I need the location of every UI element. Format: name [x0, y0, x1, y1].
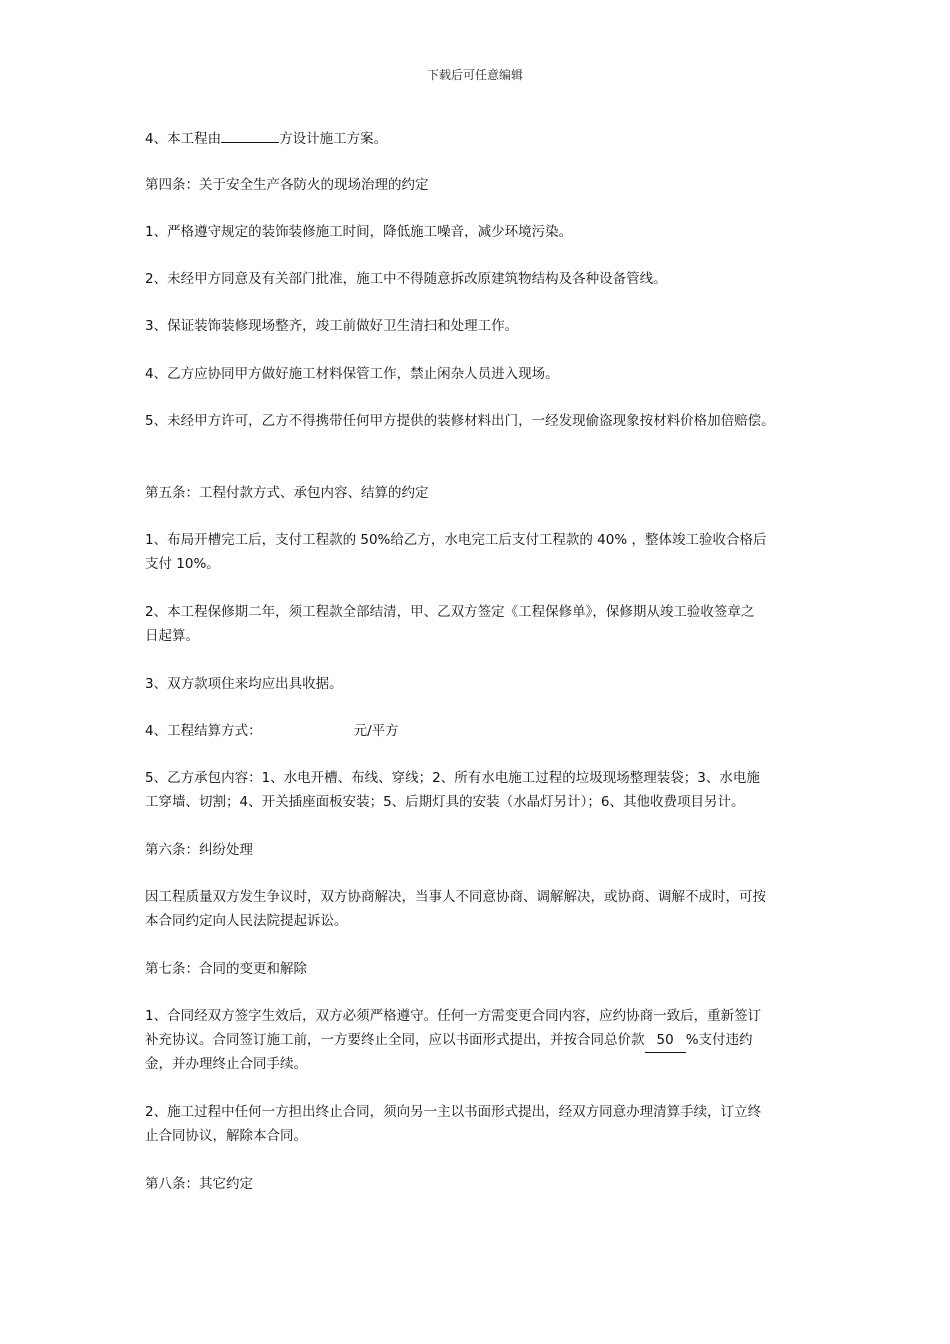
- article-6-title: 第六条：纠纷处理: [145, 842, 253, 858]
- article-7-title: 第七条：合同的变更和解除: [145, 961, 307, 977]
- article-5-item-1-line-1: 1、布局开槽完工后，支付工程款的 50%给乙方，水电完工后支付工程款的 40% ，整体竣工验收合格后: [145, 532, 767, 548]
- article-4-item-2: 2、未经甲方同意及有关部门批准，施工中不得随意拆改原建筑物结构及各种设备管线。: [145, 271, 667, 287]
- article-5-item-5-line-1: 5、乙方承包内容：1、水电开槽、布线、穿线；2、所有水电施工过程的垃圾现场整理装袋；3、水电施: [145, 770, 760, 786]
- article-5-item-5-line-2: 工穿墙、切割；4、开关插座面板安装；5、后期灯具的安装（水晶灯另计）；6、其他收费项目另计。: [145, 794, 745, 810]
- article-5-title: 第五条：工程付款方式、承包内容、结算的约定: [145, 485, 429, 501]
- penalty-percent-value: 50: [645, 1028, 686, 1053]
- article-5-item-3: 3、双方款项住来均应出具收据。: [145, 676, 343, 692]
- penalty-text-before: 补充协议。合同签订施工前，一方要终止全同，应以书面形式提出，并按合同总价款: [145, 1032, 645, 1048]
- fill-blank: [221, 142, 279, 143]
- article-5-item-4: [145, 719, 815, 743]
- article-5-item-2-line-1: 2、本工程保修期二年，须工程款全部结清，甲、乙双方签定《工程保修单》，保修期从竣工验收签章之: [145, 604, 755, 620]
- article-4-item-1: 1、严格遵守规定的装饰装修施工时间，降低施工噪音，减少环境污染。: [145, 224, 573, 240]
- article-7-item-1-line-1: 1、合同经双方签字生效后，双方必须严格遵守。任何一方需变更合同内容，应约协商一致后，重新签订: [145, 1008, 762, 1024]
- article-6-body-line-1: 因工程质量双方发生争议时，双方协商解决，当事人不同意协商、调解解决，或协商、调解不成时，可按: [145, 889, 766, 905]
- penalty-text-after: %支付违约: [685, 1032, 753, 1048]
- page-header: 下载后可任意编辑: [426, 68, 523, 82]
- article-5-item-2-line-2: 日起算。: [145, 628, 199, 644]
- article-4-item-3: 3、保证装饰装修现场整齐，竣工前做好卫生清扫和处理工作。: [145, 318, 519, 334]
- article-7-item-2-line-2: 止合同协议，解除本合同。: [145, 1128, 307, 1144]
- article-7-item-2-line-1: 2、施工过程中任何一方担出终止合同，须向另一主以书面形式提出，经双方同意办理清算手续，订立终: [145, 1104, 762, 1120]
- article-4-item-4: 4、乙方应协同甲方做好施工材料保管工作，禁止闲杂人员进入现场。: [145, 366, 559, 382]
- article-4-title: 第四条：关于安全生产各防火的现场治理的约定: [145, 177, 429, 193]
- article-8-title: 第八条：其它约定: [145, 1176, 253, 1192]
- article-6-body-line-2: 本合同约定向人民法院提起诉讼。: [145, 913, 348, 929]
- text-before-blank: 4、本工程由: [145, 131, 222, 147]
- text-after-blank: 方设计施工方案。: [279, 131, 388, 147]
- settlement-unit: 元/平方: [353, 723, 399, 739]
- paragraph-design-plan: [145, 127, 815, 151]
- article-7-item-1-line-3: 金，并办理终止合同手续。: [145, 1056, 307, 1072]
- article-5-item-1-line-2: 支付 10%。: [145, 556, 220, 572]
- settlement-label: 4、工程结算方式：: [145, 723, 262, 739]
- article-4-item-5: 5、未经甲方许可，乙方不得携带任何甲方提供的装修材料出门，一经发现偷盗现象按材料价格加倍赔偿。: [145, 413, 775, 429]
- article-7-item-1-line-2: [145, 1028, 815, 1053]
